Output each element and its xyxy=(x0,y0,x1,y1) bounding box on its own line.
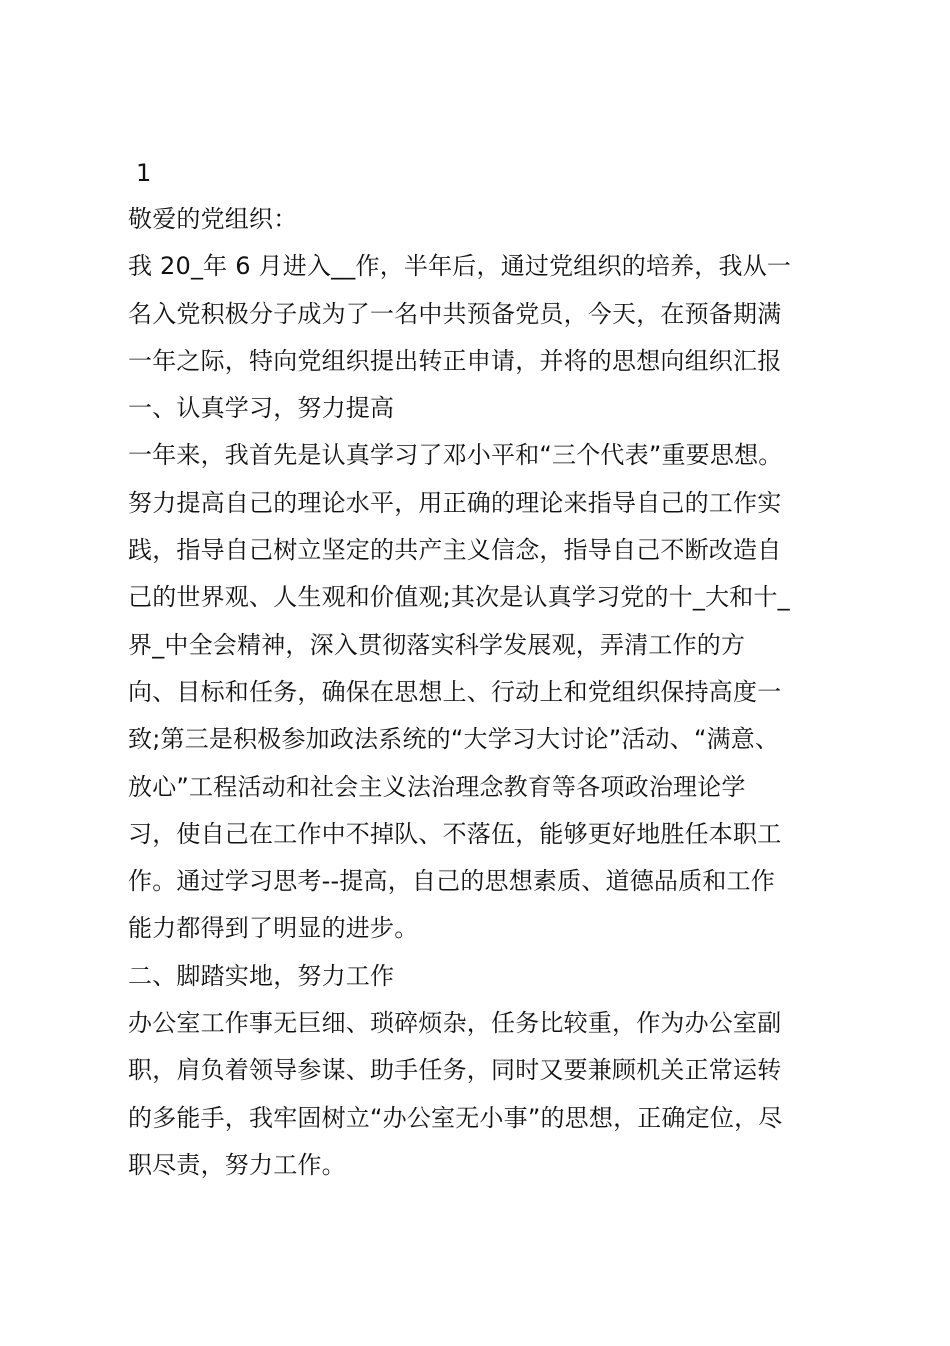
page-number: 1 xyxy=(136,159,152,187)
body-line: 名入党积极分子成为了一名中共预备党员，今天，在预备期满 xyxy=(128,299,782,328)
body-line: 致;第三是积极参加政法系统的“大学习大讨论”活动、“满意、 xyxy=(128,725,780,754)
body-line: 习，使自己在工作中不掉队、不落伍，能够更好地胜任本职工 xyxy=(128,819,782,848)
body-line: 放心”工程活动和社会主义法治理念教育等各项政治理论学 xyxy=(128,772,746,801)
body-line: 己的世界观、人生观和价值观;其次是认真学习党的十_大和十_ xyxy=(128,583,790,612)
section-heading: 一、认真学习，努力提高 xyxy=(128,394,395,423)
body-line: 办公室工作事无巨细、琐碎烦杂，任务比较重，作为办公室副 xyxy=(128,1009,782,1038)
body-line: 职，肩负着领导参谋、助手任务，同时又要兼顾机关正常运转 xyxy=(128,1056,782,1085)
body-line: 我 20_年 6 月进入__作，半年后，通过党组织的培养，我从一 xyxy=(128,252,792,281)
body-line: 职尽责，努力工作。 xyxy=(128,1150,346,1179)
body-line: 能力都得到了明显的进步。 xyxy=(128,914,419,943)
salutation: 敬爱的党组织： xyxy=(128,205,298,233)
body-line: 践，指导自己树立坚定的共产主义信念，指导自己不断改造自 xyxy=(128,536,782,565)
document-body xyxy=(128,196,848,1189)
body-line: 一年之际，特向党组织提出转正申请，并将的思想向组织汇报 xyxy=(128,346,782,375)
body-line: 向、目标和任务，确保在思想上、行动上和党组织保持高度一 xyxy=(128,677,782,706)
body-line: 努力提高自己的理论水平，用正确的理论来指导自己的工作实 xyxy=(128,488,782,517)
section-heading: 二、脚踏实地，努力工作 xyxy=(128,961,395,990)
body-line: 的多能手，我牢固树立“办公室无小事”的思想，正确定位，尽 xyxy=(128,1103,783,1132)
body-line: 作。通过学习思考--提高，自己的思想素质、道德品质和工作 xyxy=(128,867,775,896)
body-line: 界_中全会精神，深入贯彻落实科学发展观，弄清工作的方 xyxy=(128,630,746,659)
body-line: 一年来，我首先是认真学习了邓小平和“三个代表”重要思想。 xyxy=(128,441,783,470)
